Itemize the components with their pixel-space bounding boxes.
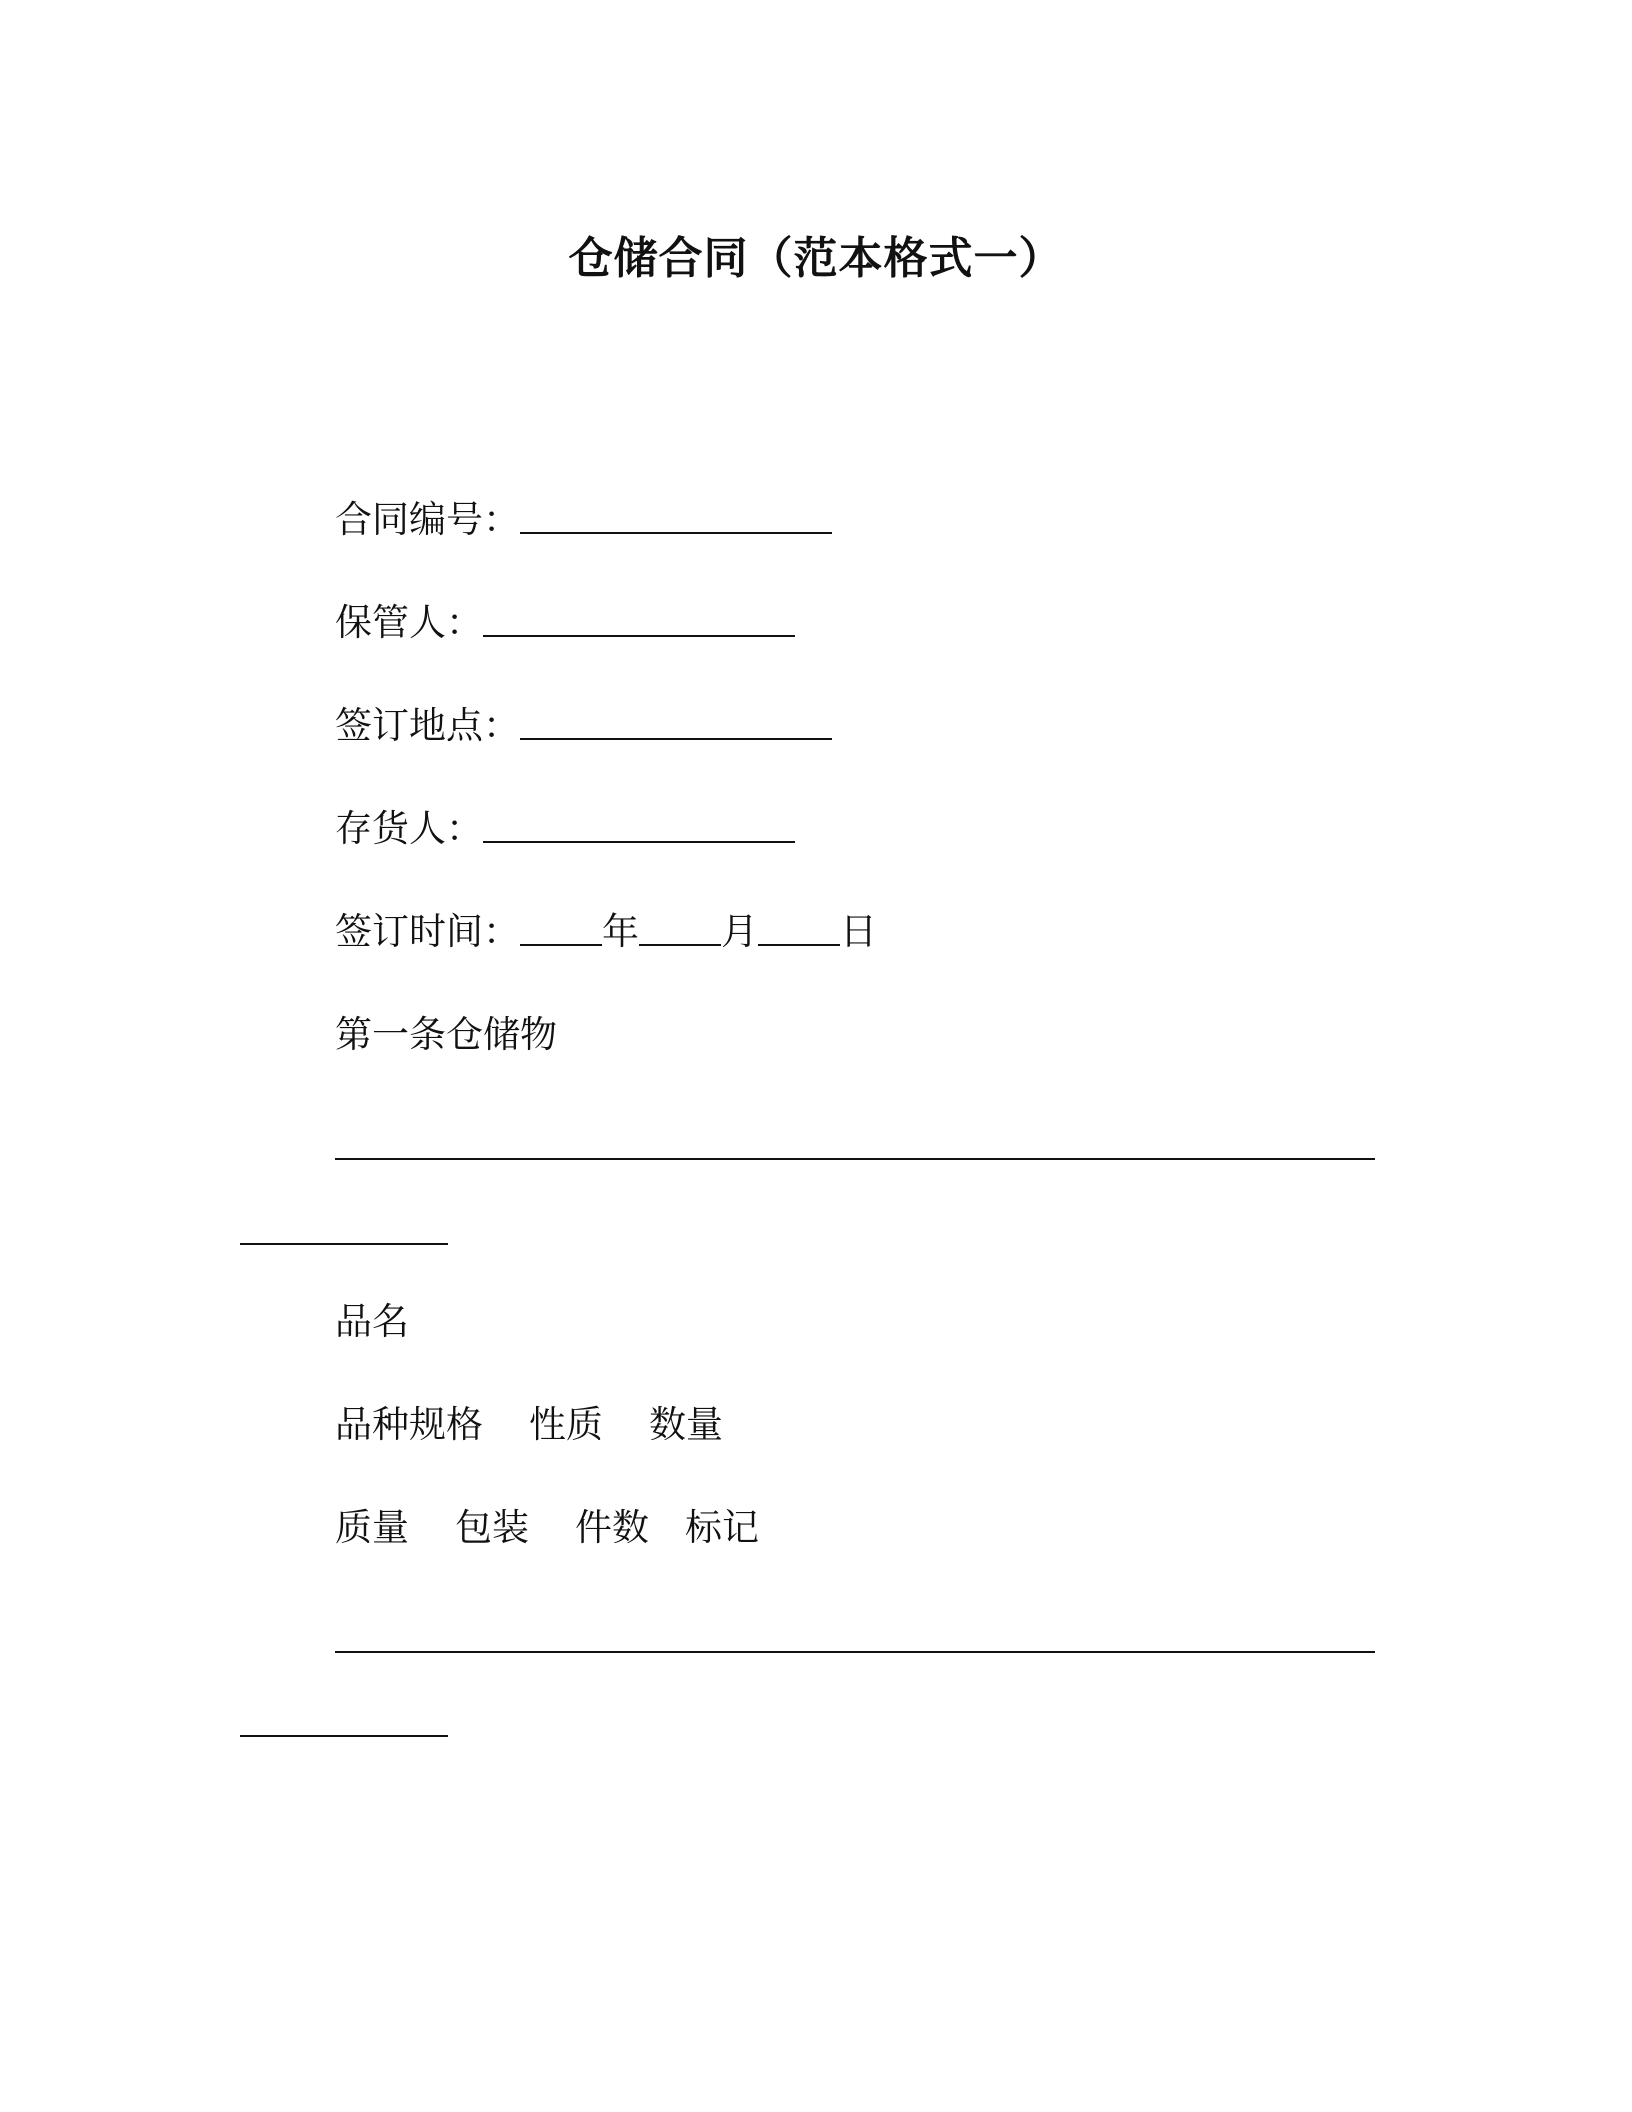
article1-fill-line-2a[interactable]: [335, 1651, 1375, 1653]
keeper-line: [335, 599, 795, 647]
year-blank[interactable]: [520, 944, 602, 946]
contract-no-line: [335, 496, 832, 544]
keeper-blank[interactable]: [483, 635, 795, 637]
sign-place-line: [335, 702, 832, 750]
article1-fill-line-1b[interactable]: [240, 1243, 448, 1245]
depositor-label: 存货人：: [335, 807, 483, 850]
nature-label: 性质: [529, 1403, 603, 1446]
page-title: 仓储合同（范本格式一）: [568, 233, 1064, 284]
pieces-label: 件数: [575, 1506, 649, 1549]
sign-place-label: 签订地点：: [335, 704, 520, 747]
year-label: 年: [602, 910, 639, 953]
article1-fill-line-2b[interactable]: [240, 1735, 448, 1737]
sign-place-blank[interactable]: [520, 738, 832, 740]
depositor-line: [335, 805, 795, 853]
month-blank[interactable]: [639, 944, 721, 946]
contract-no-label: 合同编号：: [335, 498, 520, 541]
item-name-label: 品名: [335, 1300, 409, 1343]
spec-label: 品种规格: [335, 1403, 483, 1446]
keeper-label: 保管人：: [335, 601, 483, 644]
quality-label: 质量: [335, 1506, 409, 1549]
day-label: 日: [840, 910, 877, 953]
contract-no-blank[interactable]: [520, 532, 832, 534]
mark-label: 标记: [685, 1506, 759, 1549]
packing-label: 包装: [455, 1506, 529, 1549]
row1-line: [335, 1401, 723, 1449]
month-label: 月: [721, 910, 758, 953]
article1-fill-line-1a[interactable]: [335, 1158, 1375, 1160]
row2-line: [335, 1504, 759, 1552]
item-name-line: [335, 1298, 409, 1346]
sign-time-label: 签订时间：: [335, 910, 520, 953]
depositor-blank[interactable]: [483, 841, 795, 843]
article1-heading-text: 第一条仓储物: [335, 1013, 557, 1056]
article1-heading: [335, 1011, 557, 1059]
day-blank[interactable]: [758, 944, 840, 946]
quantity-label: 数量: [649, 1403, 723, 1446]
sign-time-line: [335, 908, 877, 956]
